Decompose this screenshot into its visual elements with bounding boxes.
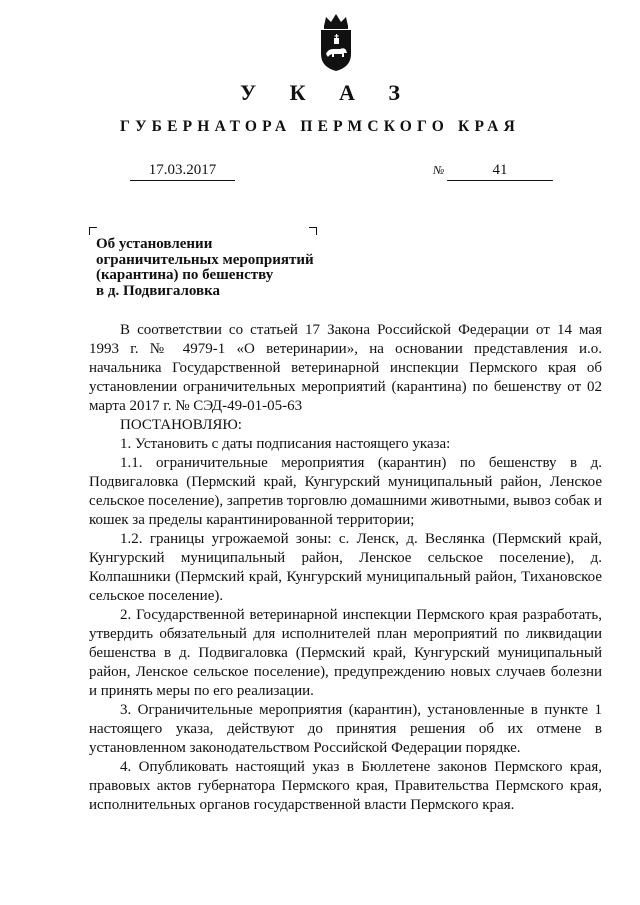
decree-item: 1.2. границы угрожаемой зоны: с. Ленск, д. Веслянка (Пермский край, Кунгурский муниципальный район, Ленское сельское поселение), д. Колпашники (Пермский край, Кунгурский муниципальный район, Тихановское сельское поселение). bbox=[89, 531, 602, 604]
subject-line: ограничительных мероприятий bbox=[96, 251, 314, 268]
subject-corner-right bbox=[309, 227, 317, 235]
document-subject bbox=[96, 237, 336, 299]
subject-line: в д. Подвигаловка bbox=[96, 282, 221, 299]
decree-item: 4. Опубликовать настоящий указ в Бюллетене законов Пермского края, правовых актов губернатора Пермского края, Правительства Пермского края, исполнительных органов государственной власти Пермского края. bbox=[89, 759, 602, 813]
decree-item: 3. Ограничительные мероприятия (карантин), установленные в пункте 1 настоящего указа, действуют до принятия решения об их отмене в установленном законодательством Российской Федерации порядке. bbox=[89, 702, 602, 756]
decree-heading: ПОСТАНОВЛЯЮ: bbox=[120, 417, 242, 433]
subject-line: Об установлении bbox=[96, 236, 213, 252]
decree-item: 1.1. ограничительные мероприятия (карантин) по бешенству в д. Подвигаловка (Пермский край, Кунгурский муниципальный район, Ленское сельское поселение), запретив торговлю домашними животными, вывоз собак и кошек за пределы карантинированной территории; bbox=[89, 455, 602, 528]
document-body bbox=[89, 321, 602, 815]
document-issuer: ГУБЕРНАТОРА ПЕРМСКОГО КРАЯ bbox=[120, 118, 520, 135]
preamble-paragraph: В соответствии со статьей 17 Закона Российской Федерации от 14 мая 1993 г. № 4979-1 «О ветеринарии», на основании представления и.о. начальника Государственной ветеринарной инспекции Пермского края об установлении ограничительных мероприятий (карантина) по бешенству от 02 марта 2017 г. № СЭД-49-01-05-63 bbox=[89, 322, 602, 414]
document-type: У К А З bbox=[239, 80, 415, 105]
subject-corner-left bbox=[89, 227, 97, 235]
document-number: 41 bbox=[447, 160, 553, 181]
decree-item: 1. Установить с даты подписания настоящего указа: bbox=[120, 436, 451, 452]
document-date: 17.03.2017 bbox=[130, 160, 235, 181]
number-label: № bbox=[433, 163, 445, 177]
coat-of-arms-icon bbox=[316, 12, 356, 72]
decree-item: 2. Государственной ветеринарной инспекции Пермского края разработать, утвердить обязательный для исполнителей план мероприятий по ликвидации бешенства в д. Подвигаловка (Пермский край, Кунгурский муниципальный район, Ленское сельское поселение), предупреждению новых случаев болезни и принять меры по его реализации. bbox=[89, 607, 602, 699]
subject-line: (карантина) по бешенству bbox=[96, 267, 274, 283]
